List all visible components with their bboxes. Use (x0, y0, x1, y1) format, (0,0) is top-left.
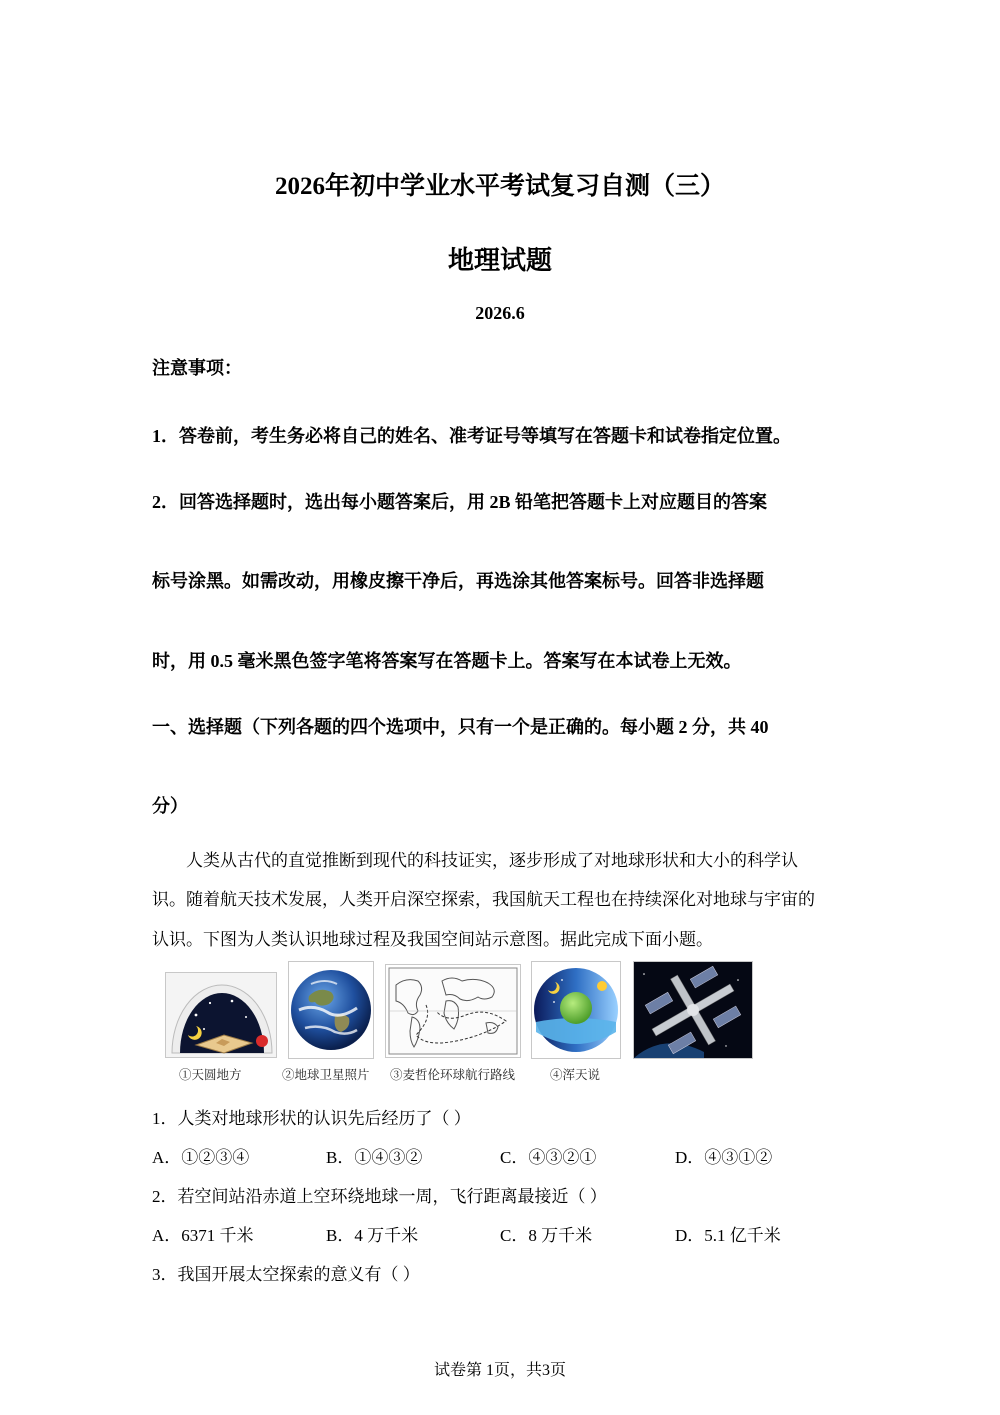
question-2-option-c: C．8 万千米 (500, 1226, 593, 1245)
figure-image-magellan-route (385, 964, 521, 1058)
exam-subject: 地理试题 (447, 246, 552, 275)
passage-line-3: 认识。下图为人类认识地球过程及我国空间站示意图。据此完成下面小题。 (152, 930, 713, 949)
passage-line-1: 人类从古代的直觉推断到现代的科技证实，逐步形成了对地球形状和大小的科学认 (186, 851, 798, 870)
question-2-option-a: A．6371 千米 (152, 1226, 254, 1245)
question-1-option-b: B．①④③② (326, 1148, 423, 1167)
caption-magellan-route: ③麦哲伦环球航行路线 (390, 1068, 516, 1082)
figure-image-space-station (633, 961, 753, 1059)
exam-date: 2026.6 (475, 303, 525, 323)
figure-image-satellite-earth (288, 961, 374, 1059)
notice-item-2-line-2: 标号涂黑。如需改动，用橡皮擦干净后，再选涂其他答案标号。回答非选择题 (152, 571, 764, 591)
question-1-option-c: C．④③②① (500, 1148, 597, 1167)
question-2-option-b: B．4 万千米 (326, 1226, 419, 1245)
figure-image-sky-dome (165, 972, 277, 1058)
question-2-stem: 2．若空间站沿赤道上空环绕地球一周，飞行距离最接近（ ） (152, 1187, 607, 1206)
question-3-stem: 3．我国开展太空探索的意义有（ ） (152, 1265, 420, 1284)
exam-title: 2026年初中学业水平考试复习自测（三） (274, 173, 725, 200)
question-1-stem: 1．人类对地球形状的认识先后经历了（ ） (152, 1109, 471, 1128)
page-footer: 试卷第 1页，共3页 (433, 1362, 566, 1379)
section-1-heading-line-2: 分） (152, 796, 188, 816)
question-2-option-d: D．5.1 亿千米 (675, 1226, 781, 1245)
notice-item-2-line-3: 时，用 0.5 毫米黑色签字笔将答案写在答题卡上。答案写在本试卷上无效。 (152, 651, 742, 671)
figure-earth-cognition (165, 958, 755, 1088)
passage-line-2: 识。随着航天技术发展，人类开启深空探索，我国航天工程也在持续深化对地球与宇宙的 (152, 890, 815, 909)
notice-item-2-line-1: 2．回答选择题时，选出每小题答案后，用 2B 铅笔把答题卡上对应题目的答案 (152, 492, 768, 512)
caption-satellite-earth: ②地球卫星照片 (282, 1068, 370, 1082)
notice-item-1: 1．答卷前，考生务必将自己的姓名、准考证号等填写在答题卡和试卷指定位置。 (152, 426, 791, 446)
caption-celestial-sphere: ④浑天说 (550, 1068, 601, 1082)
question-1-option-a: A．①②③④ (152, 1148, 250, 1167)
notice-heading: 注意事项： (152, 358, 242, 378)
question-1-option-d: D．④③①② (675, 1148, 773, 1167)
section-1-heading-line-1: 一、选择题（下列各题的四个选项中，只有一个是正确的。每小题 2 分，共 40 (152, 717, 769, 737)
figure-image-celestial-sphere (531, 961, 621, 1059)
caption-sky-dome: ①天圆地方 (179, 1068, 242, 1082)
